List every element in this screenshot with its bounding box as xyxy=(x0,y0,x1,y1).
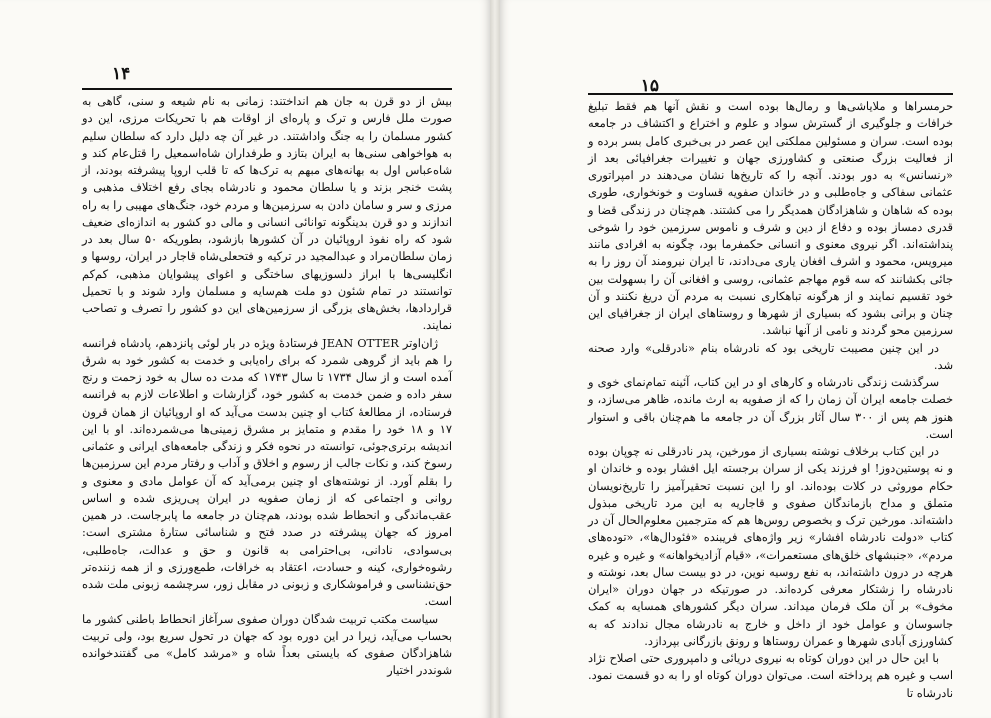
paragraph: بیش از دو قرن به جان هم انداختند: زمانی به نام شیعه و سنی، گاهی به صورت ملل فارس و ترک و پاره‌ای از اوقات هم با تحریکات مرزی، این دو کشور مسلمان را به جنگ واداشتند. در غیر آن چه دلیل دارد که سلطان سلیم به هواخواهی سنی‌ها به ایران بتازد و طرفداران شاه‌اسمعیل را قتل‌عام کند و شاه‌عباس اول به بهانه‌های مبهم به ترک‌ها که تا قلب اروپا پیشرفته بودند، از پشت خنجر بزند و یا سلطان محمود و نادرشاه بجای رفع اختلاف مذهبی و مرزی و سر و سامان دادن به سرزمین‌ها و مردم خود، جنگ‌های مهیبی را به راه اندازند و دو قرن بدینگونه توانائی انسانی و مالی دو کشور به اندازه‌ای ضعیف شود که راه نفوذ اروپائیان در آن کشورها بازشود، بطوریکه ۵۰ سال بعد در زمان سلطان‌مراد و عبدالمجید در ترکیه و فتحعلی‌شاه قاجار در ایران، روسها و انگلیسی‌ها با ابراز دلسوزیهای ساختگی و اغوای پیشوایان مذهبی، کم‌کم توانستند در تمام شئون دو ملت هم‌سایه و مسلمان وارد شوند و با تحمیل قراردادها، بخش‌های بزرگی از سرزمین‌های این دو کشور را تصرف و تصاحب نمایند. xyxy=(82,94,452,333)
paragraph: حرمسراها و ملایاشی‌ها و رمال‌ها بوده است و نقش آنها هم فقط تبلیغ خرافات و جلوگیری از گسترش سواد و علوم و اختراع و اکتشاف در جامعه بوده است. سران و مسئولین مملکتی این عصر در بی‌خبری کامل بسر برده و از فعالیت بزرگ صنعتی و کشاورزی جهان و تغییرات جغرافیائی بعد از «رنسانس» به دور بودند. آنچه را که تاریخ‌ها نشان می‌دهند در امپراتوری عثمانی سفاکی و جاه‌طلبی و در خاندان صفویه قساوت و خونخواری، طوری بوده که شاهان و شاهزادگان همدیگر را می کشتند. هم‌چنان در زندگی قضا و قدری دمساز بوده و دفاع از دین و شرف و ناموس سرزمین خود را شوخی پنداشته‌اند. اگر نیروی معنوی و انسانی حکمفرما بود، چگونه به افرادی مانند میرویس، محمود و اشرف افغان یاری می‌دادند، تا ایران نیرومند آن روز را به جائی بکشانند که سه قوم مهاجم عثمانی، روسی و افغانی آن را بسهولت بین خود تقسیم نمایند و از هرگونه تباهکاری نسبت به مردم آن دریغ نکنند و آن چنان و برانی بشود که بسیاری از شهرها و روستاهای ایران از جغرافیای این سرزمین محو گردند و نامی از آنها نباشد. xyxy=(588,99,953,338)
paragraph: در این کتاب برخلاف نوشته بسیاری از مورخین، پدر نادرقلی نه چوپان بوده و نه پوستین‌دوز! او فرزند یکی از سران برجسته ایل افشار بوده و خاندان او حکام موروثی در کلات بوده‌اند. او را این نسبت تحقیرآمیز را تاریخ‌نویسان متملق و مداح بازماندگان صفوی و قاجاریه به این مرد تاریخی مبذول داشته‌اند. مورخین ترک و بخصوص روس‌ها هم که مترجمین معلوم‌الحال آن در کتاب «دولت نادرشاه افشار» زیر واژه‌های فریبنده «فئودال‌ها»، «توده‌های مردم»، «جنبشهای خلق‌های مستعمرات»، «قیام آزادیخواهانه» و غیره و غیره هرچه در درون داشته‌اند، به نفع روسیه نوین، در دو بیست سال بعد، نوشته و نادرشاه را زشتکار معرفی کرده‌اند. در صورتیکه در جهان دوران «ایران مخوف» بر آن ملک فرمان میداند. سران دیگر کشورهای همسایه به کمک جاسوسان و عوامل خود از داخل و خارج به نادرشاه مجال ندادند که به کشاورزی آبادی شهرها و عمران روستاها و رونق بازرگانی بپردازد. xyxy=(588,444,953,648)
page-body xyxy=(588,98,953,702)
paragraph: در این چنین مصیبت تاریخی بود که نادرشاه بنام «نادرقلی» وارد صحنه شد. xyxy=(588,340,953,372)
page-number: ۱۴ xyxy=(112,64,131,84)
left-page xyxy=(0,0,490,718)
paragraph: ژان‌اوتر JEAN OTTER فرستادهٔ ویژه در بار لوئی پانزدهم، پادشاه فرانسه را هم باید از گروهی شمرد که برای راه‌یابی و خدمت به کشور خود به شرق آمده است و از سال ۱۷۳۴ تا سال ۱۷۴۳ که مدت ده سال به خود زحمت و رنج سفر داده و ضمن خدمت به کشور خود، گزارشات و اطلاعات لازم به فرانسه فرستاده، از مطالعهٔ کتاب او چنین بدست می‌آید که او اروپائیان از همان قرون ۱۷ و ۱۸ خود را مقدم و متمایز بر مشرق زمینی‌ها می‌شمرده‌اند. او با این اندیشه برتری‌جوئی، توانسته در نحوه فکر و زندگی جامعه‌های ایرانی و عثمانی رسوخ کند، و نکات جالب از رسوم و اخلاق و آداب و رفتار مردم این سرزمین‌ها را بقلم آورد. از نوشته‌های او چنین برمی‌آید که آن عوامل مادی و معنوی و روانی و اجتماعی که از زمان صفویه در ایران پی‌ریزی شده و اساس عقب‌ماندگی و انحطاط شده بودند، هم‌چنان در جامعه ما پابرجاست. در همین امروز که جهان پیشرفته در صدد فتح و شناسائی ستارهٔ مشتری است: بی‌سوادی، نادانی، بی‌احترامی به قانون و حق و عدالت، جاه‌طلبی، رشوه‌خواری، کینه و حسادت، اعتقاد به خرافات، طمع‌ورزی و از همه زننده‌تر حق‌نشناسی و فراموشکاری و زبونی در مقابل زور، سرچشمه زبونی ملت شده است. xyxy=(82,335,452,609)
right-page xyxy=(500,0,991,718)
header-rule xyxy=(82,88,452,90)
book-gutter xyxy=(490,0,500,718)
paragraph: سیاست مکتب تربیت شدگان دوران صفوی سرآغاز انحطاط باطنی کشور ما بحساب می‌آید، زیرا در این دوره بود که جهان در تحول سریع بود، ولی تربیت شاهزادگان صفوی که بایستی بعداً شاه و «مرشد کامل» می گفتند‌خوانده شوند‌در اختیار xyxy=(82,611,452,678)
paragraph: سرگذشت زندگی نادرشاه و کارهای او در این کتاب، آئینه تمام‌نمای خوی و خصلت جامعه ایران آن زمان را که از صفویه به ارث مانده، ظاهر می‌سازد، و هنوز هم پس از ۳۰۰ سال آثار بزرگ آن در جامعه ما هم‌چنان باقی و استوار است. xyxy=(588,375,953,441)
header-rule xyxy=(588,93,953,95)
page-body xyxy=(82,93,452,680)
paragraph: با این حال در این دوران کوتاه به نیروی دریائی و دامپروری حتی اصلاح نژاد اسب و غیره هم پرداخته است. می‌توان دوران کوتاه او را به دو قسمت نمود. نادرشاه تا xyxy=(588,651,953,700)
page-number: ۱۵ xyxy=(640,76,659,96)
